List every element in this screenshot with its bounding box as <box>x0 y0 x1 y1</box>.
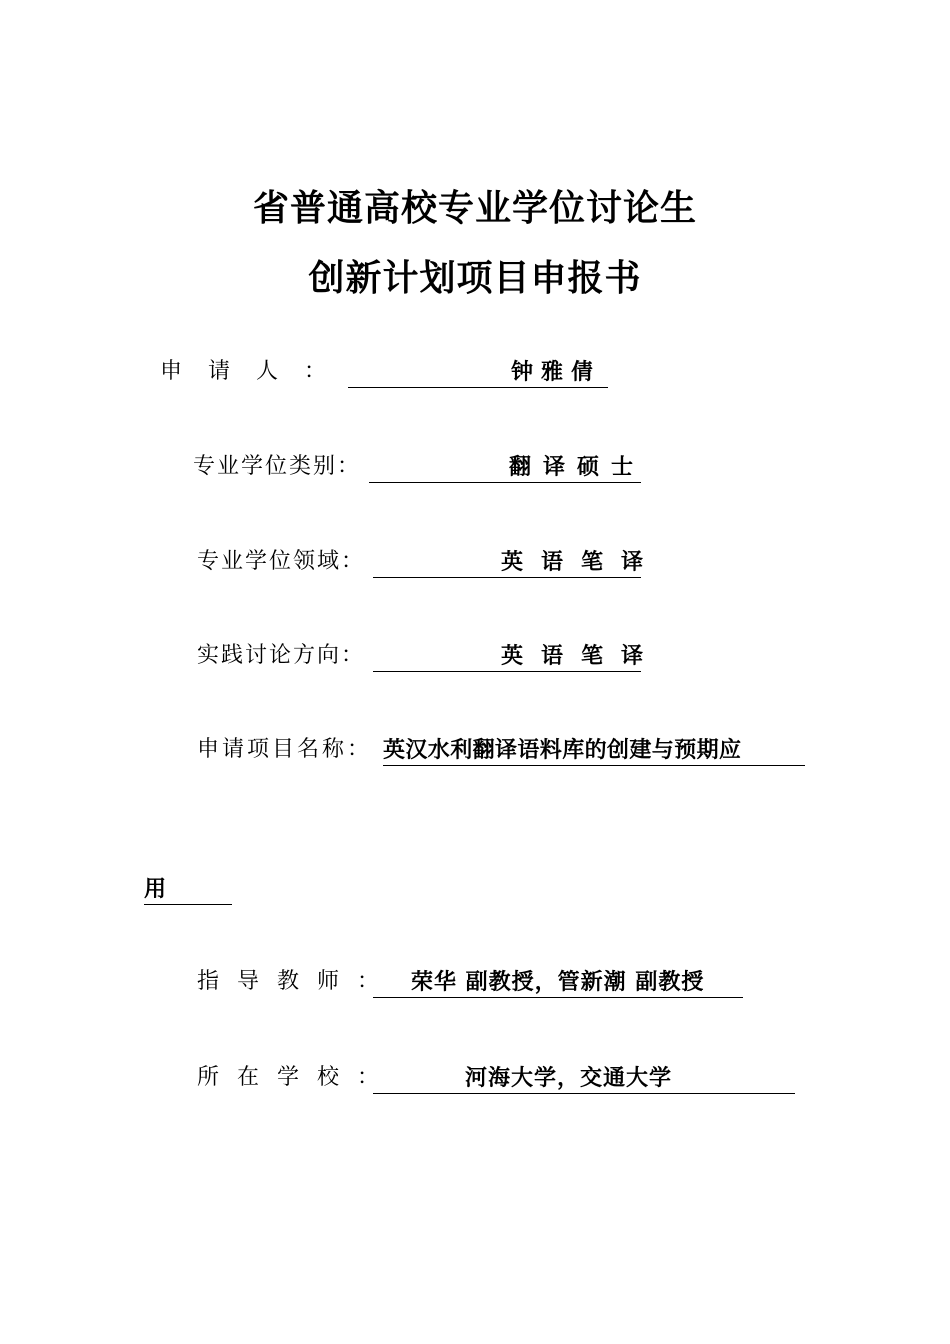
practice-direction-label: 实践讨论方向： <box>197 643 366 668</box>
degree-category-value: 翻译硕士 <box>509 454 646 480</box>
advisor-field <box>373 966 743 998</box>
advisor-row <box>197 966 757 998</box>
project-name-continuation-field <box>144 873 232 905</box>
school-row <box>197 1062 817 1094</box>
applicant-field <box>348 356 608 388</box>
project-name-label: 申请项目名称： <box>197 737 373 762</box>
project-name-continuation-row <box>144 873 244 905</box>
project-name-row <box>197 734 817 766</box>
school-field <box>373 1062 795 1094</box>
document-title-line2: 创新计划项目申报书 <box>308 257 642 299</box>
advisor-value: 荣华 副教授，管新潮 副教授 <box>411 969 705 995</box>
practice-direction-field <box>373 640 662 672</box>
school-value: 河海大学，交通大学 <box>465 1065 673 1091</box>
degree-category-row <box>193 451 653 483</box>
practice-direction-value: 英语笔译 <box>501 643 662 669</box>
degree-field-field <box>373 546 662 578</box>
advisor-label: 指导教师： <box>197 969 398 994</box>
practice-direction-row <box>197 640 662 672</box>
degree-category-label: 专业学位类别： <box>193 454 362 479</box>
degree-field-row <box>197 546 662 578</box>
degree-field-label: 专业学位领域： <box>197 549 366 574</box>
applicant-row <box>160 356 620 388</box>
applicant-value: 钟雅倩 <box>511 359 602 385</box>
degree-category-field <box>369 451 646 483</box>
degree-field-value: 英语笔译 <box>501 549 662 575</box>
document-title-line1: 省普通高校专业学位讨论生 <box>252 187 697 229</box>
project-name-continuation-value: 用 <box>144 876 167 902</box>
project-name-field <box>383 734 805 766</box>
project-name-value: 英汉水利翻译语料库的创建与预期应 <box>383 737 742 763</box>
school-label: 所在学校： <box>197 1065 398 1090</box>
applicant-label: 申请人： <box>160 359 353 384</box>
